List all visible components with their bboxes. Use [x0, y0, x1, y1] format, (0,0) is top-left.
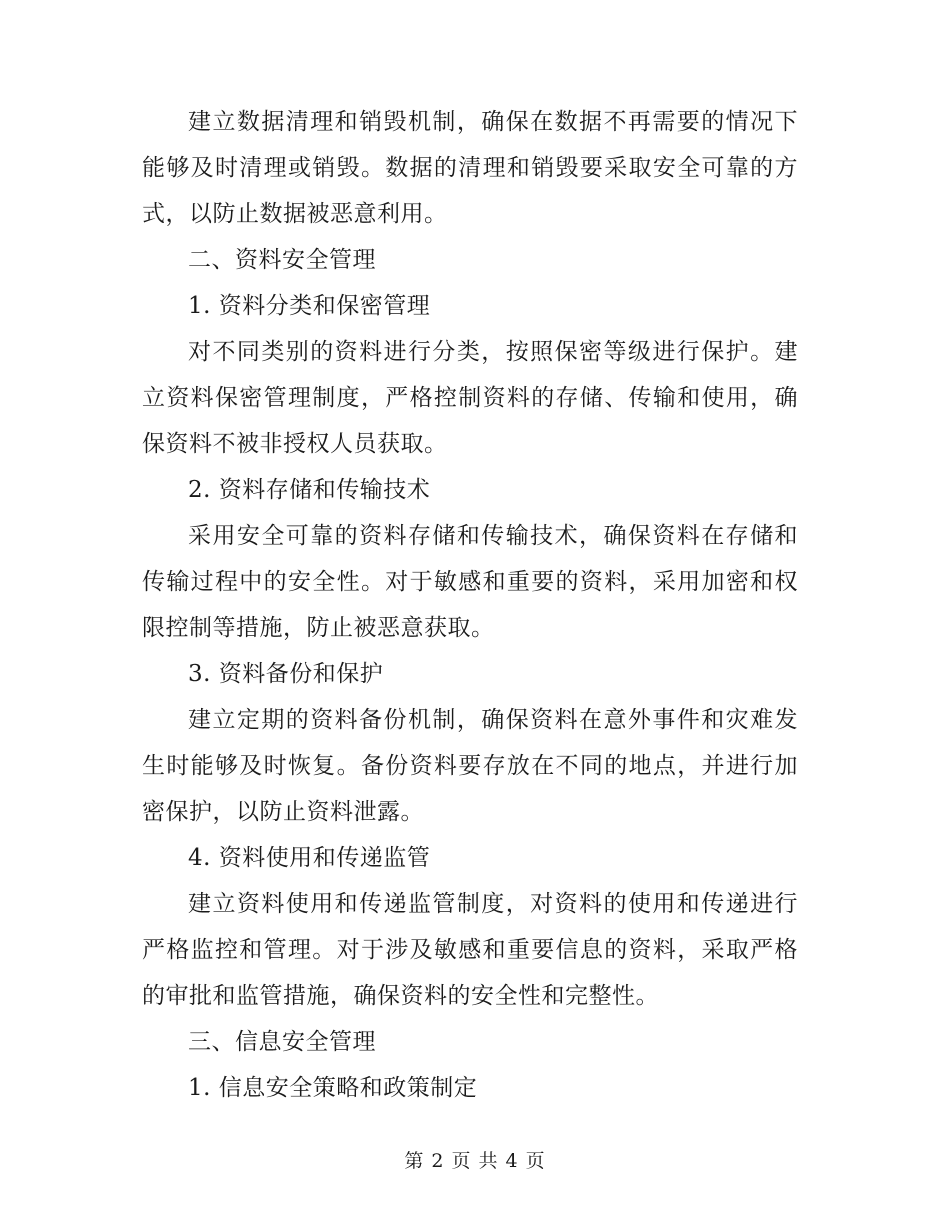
section-heading-material-security: 二、资料安全管理	[188, 247, 376, 273]
subheading-usage-supervision: 4. 资料使用和传递监管	[188, 845, 431, 871]
page-number-footer: 第 2 页 共 4 页	[404, 1150, 546, 1172]
document-body	[142, 99, 798, 1111]
subheading-security-policy: 1. 信息安全策略和政策制定	[188, 1075, 478, 1101]
paragraph-data-disposal: 建立数据清理和销毁机制，确保在数据不再需要的情况下能够及时清理或销毁。数据的清理和销毁要采取安全可靠的方式，以防止数据被恶意利用。	[142, 109, 798, 227]
subheading-backup: 3. 资料备份和保护	[188, 661, 384, 687]
subheading-classification: 1. 资料分类和保密管理	[188, 293, 431, 319]
paragraph-usage-supervision: 建立资料使用和传递监管制度，对资料的使用和传递进行严格监控和管理。对于涉及敏感和重要信息的资料，采取严格的审批和监管措施，确保资料的安全性和完整性。	[142, 891, 798, 1009]
subheading-storage-transfer: 2. 资料存储和传输技术	[188, 477, 431, 503]
paragraph-backup: 建立定期的资料备份机制，确保资料在意外事件和灾难发生时能够及时恢复。备份资料要存放在不同的地点，并进行加密保护，以防止资料泄露。	[142, 707, 798, 825]
paragraph-storage-transfer: 采用安全可靠的资料存储和传输技术，确保资料在存储和传输过程中的安全性。对于敏感和重要的资料，采用加密和权限控制等措施，防止被恶意获取。	[142, 523, 798, 641]
section-heading-information-security: 三、信息安全管理	[188, 1029, 376, 1055]
paragraph-classification: 对不同类别的资料进行分类，按照保密等级进行保护。建立资料保密管理制度，严格控制资料的存储、传输和使用，确保资料不被非授权人员获取。	[142, 339, 798, 457]
